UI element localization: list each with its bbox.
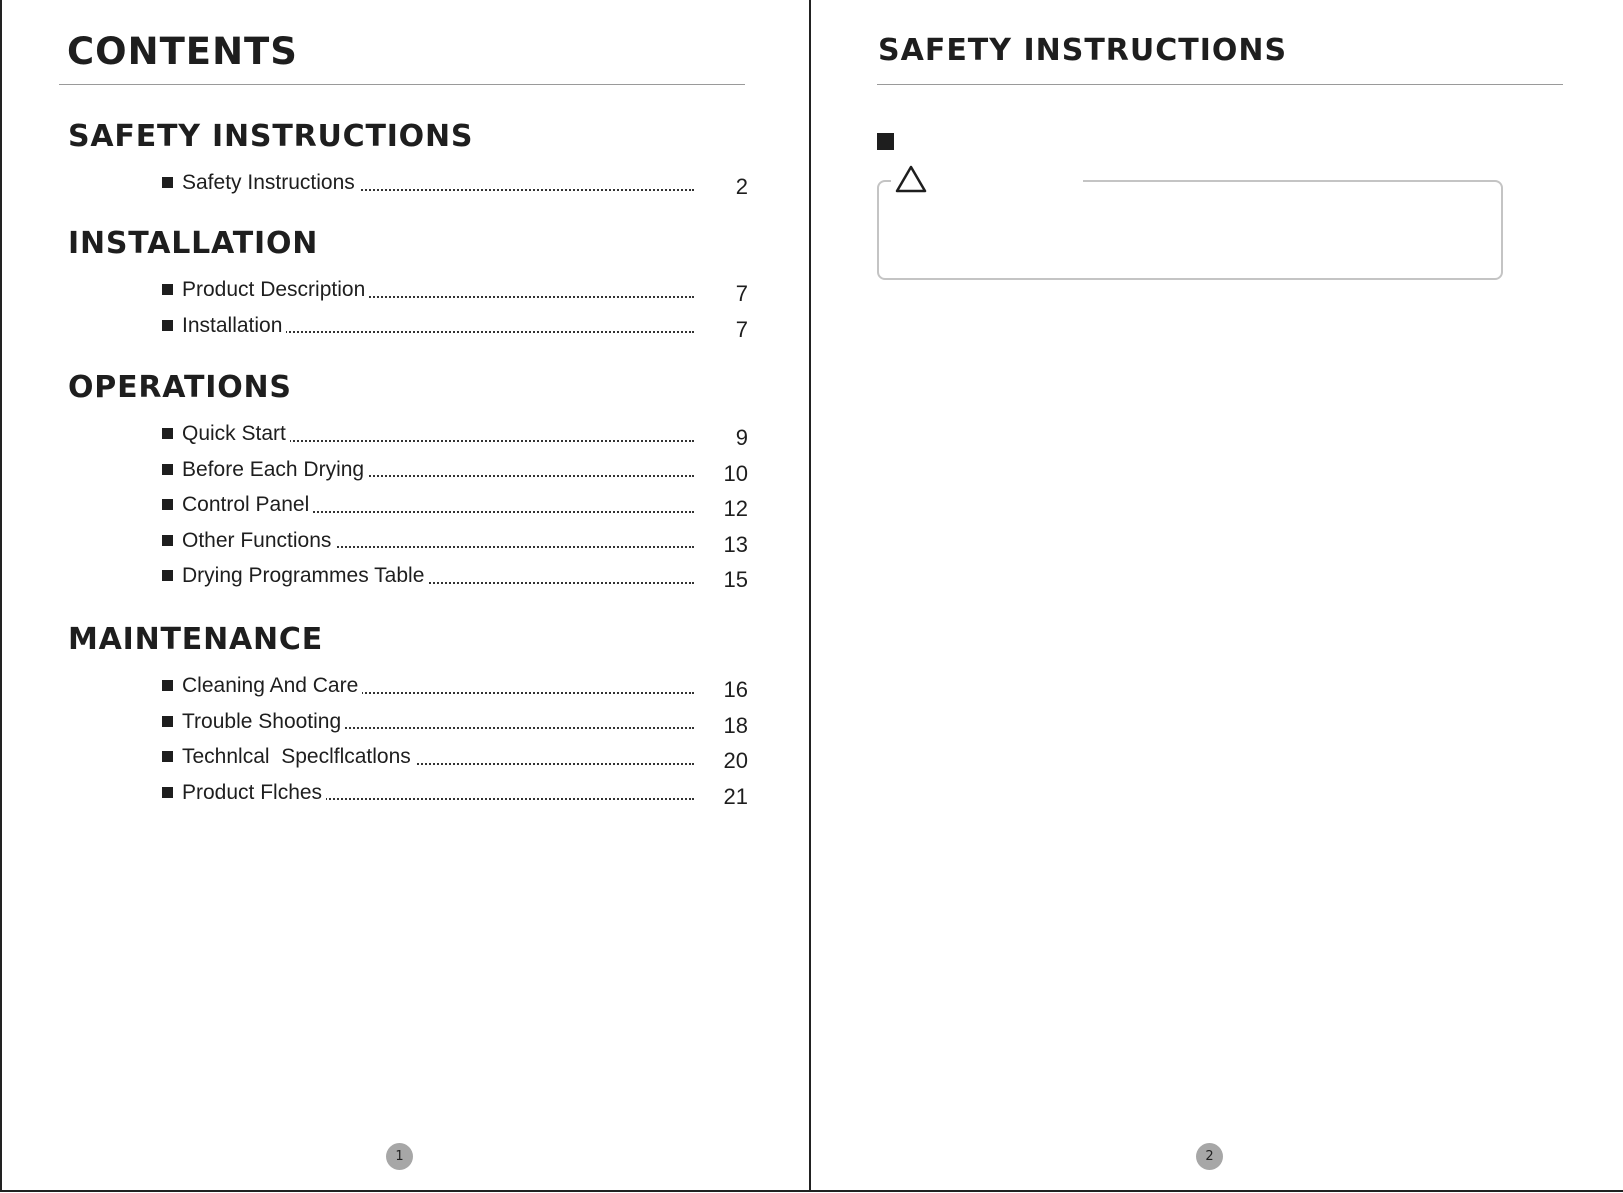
square-bullet-icon — [162, 177, 173, 188]
toc-entry-trouble-shooting[interactable] — [162, 704, 748, 740]
toc-page-number: 9 — [735, 425, 748, 450]
toc-entry-label: Other Functions — [182, 523, 335, 559]
contents-title: CONTENTS — [67, 30, 298, 73]
title-divider — [877, 84, 1563, 85]
toc-page-number: 21 — [723, 783, 748, 809]
section-title: SAFETY INSTRUCTIONS — [68, 119, 474, 154]
toc-entry-technical-specifications[interactable] — [162, 739, 748, 775]
square-bullet-icon — [162, 716, 173, 727]
toc-entry-label: Drying Programmes Table — [182, 558, 428, 594]
toc-entry-control-panel[interactable] — [162, 487, 748, 523]
toc-section-installation — [68, 224, 748, 343]
square-bullet-icon — [162, 680, 173, 691]
toc-page-number: 15 — [723, 567, 748, 592]
page-number-badge: 2 — [1196, 1143, 1223, 1170]
safety-title: SAFETY INSTRUCTIONS — [878, 33, 1288, 68]
toc-page-number: 16 — [723, 677, 748, 702]
toc-page-number: 12 — [723, 496, 748, 521]
toc-section-operations — [68, 368, 748, 594]
toc-entry-safety-instructions[interactable] — [162, 165, 748, 201]
toc-entry-label: Product Description — [182, 272, 369, 308]
square-bullet-icon — [162, 570, 173, 581]
section-title: MAINTENANCE — [68, 622, 324, 657]
toc-entry-label: Trouble Shooting — [182, 704, 345, 740]
section-title: OPERATIONS — [68, 370, 292, 405]
square-bullet-icon — [162, 428, 173, 439]
toc-page-number: 7 — [735, 281, 748, 306]
square-bullet-icon — [162, 464, 173, 475]
toc-entry-label: Installation — [182, 308, 286, 344]
toc-entry-other-functions[interactable] — [162, 523, 748, 559]
toc-page-number: 18 — [723, 712, 748, 738]
left-page — [0, 0, 811, 1190]
toc-section-safety — [68, 117, 748, 201]
toc-entry-label: Quick Start — [182, 416, 290, 452]
square-bullet-icon — [877, 133, 894, 150]
square-bullet-icon — [162, 535, 173, 546]
toc-entry-label: Before Each Drying — [182, 452, 368, 488]
toc-page-number: 10 — [723, 460, 748, 486]
toc-page-number: 2 — [735, 174, 748, 199]
toc-entry-product-description[interactable] — [162, 272, 748, 308]
square-bullet-icon — [162, 320, 173, 331]
square-bullet-icon — [162, 499, 173, 510]
toc-page-number: 20 — [723, 748, 748, 773]
toc-page-number: 13 — [723, 531, 748, 557]
toc-entry-label: Control Panel — [182, 487, 313, 523]
warning-triangle-icon — [895, 164, 927, 194]
toc-section-maintenance — [68, 620, 748, 810]
bottom-border — [0, 1190, 1623, 1192]
toc-entry-cleaning-and-care[interactable] — [162, 668, 748, 704]
warning-box — [877, 180, 1503, 280]
toc-entry-installation[interactable] — [162, 308, 748, 344]
toc-entry-label: Cleaning And Care — [182, 668, 362, 704]
toc-entry-product-fiches[interactable] — [162, 775, 748, 811]
section-title: INSTALLATION — [68, 226, 319, 261]
toc-entry-drying-programmes-table[interactable] — [162, 558, 748, 594]
toc-entry-label: Product Flches — [182, 775, 326, 811]
square-bullet-icon — [162, 284, 173, 295]
title-divider — [59, 84, 745, 85]
right-page — [811, 0, 1623, 1190]
toc-entry-label: Safety Instructions — [182, 165, 359, 201]
toc-entry-before-each-drying[interactable] — [162, 452, 748, 488]
square-bullet-icon — [162, 787, 173, 798]
square-bullet-icon — [162, 751, 173, 762]
toc-entry-quick-start[interactable] — [162, 416, 748, 452]
toc-page-number: 7 — [735, 316, 748, 342]
toc-entry-label: Technlcal Speclflcatlons — [182, 739, 415, 775]
page-number-badge: 1 — [386, 1143, 413, 1170]
